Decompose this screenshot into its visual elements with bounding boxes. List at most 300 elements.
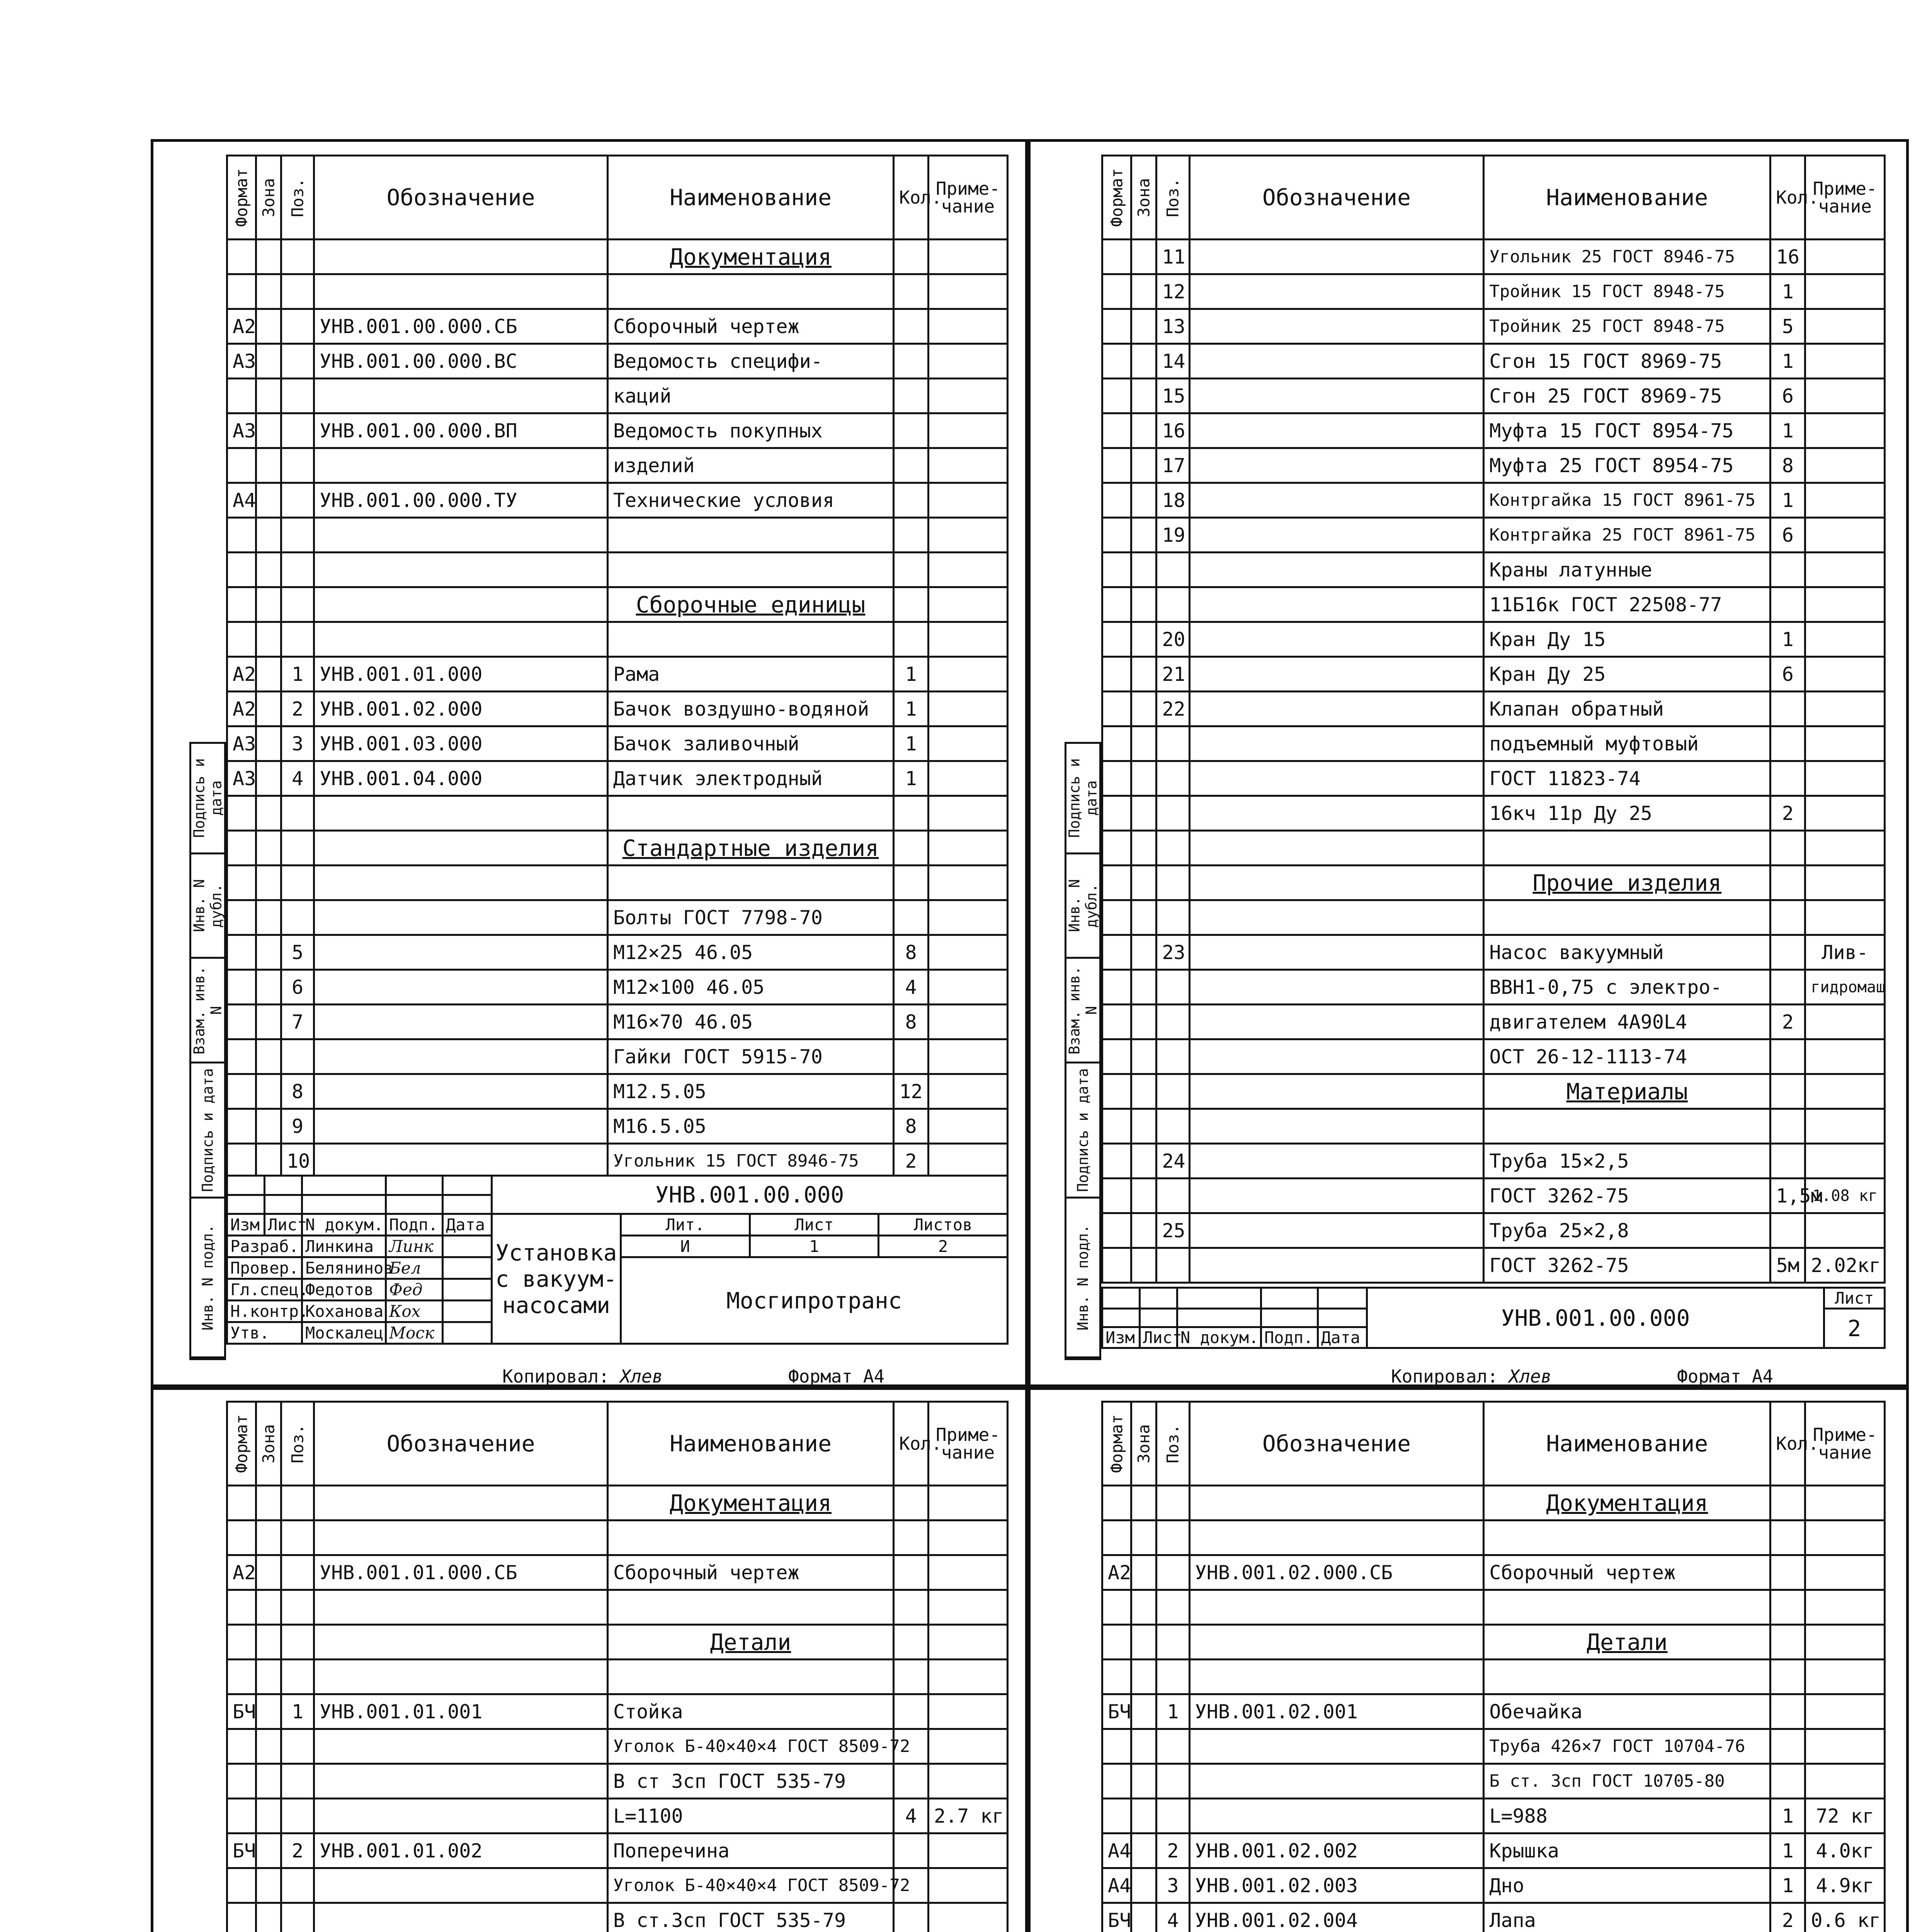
cell-f [1102, 970, 1131, 1005]
cell-n: Сборочные единицы [608, 587, 894, 622]
stamp-list: Лист [265, 1214, 302, 1236]
cell-p: 2 [1156, 1833, 1189, 1868]
cell-f [227, 831, 256, 866]
organization: Мосгипротранс [621, 1257, 1007, 1344]
cell-z [256, 1903, 281, 1932]
signature-4: Кох [386, 1301, 443, 1322]
cell-z [1131, 587, 1156, 622]
cell-n: Труба 25×2,8 [1484, 1213, 1770, 1248]
cell-p [281, 1868, 314, 1903]
cell-z [256, 657, 281, 692]
cell-n: Краны латунные [1484, 553, 1770, 587]
cell-q: 1 [894, 692, 929, 726]
cell-p: 16 [1156, 413, 1189, 448]
cell-n: Гайки ГОСТ 5915-70 [608, 1039, 894, 1074]
cell-q [894, 518, 929, 553]
cell-q: 4 [894, 970, 929, 1005]
table-row [1102, 413, 1885, 448]
cell-d [1189, 344, 1484, 379]
table-row [227, 935, 1008, 970]
cell-r [929, 970, 1008, 1005]
header-note: Приме-чание [1805, 1402, 1885, 1486]
cell-q [894, 448, 929, 483]
table-row [227, 1039, 1008, 1074]
table-row [1102, 761, 1885, 796]
cell-d [314, 1039, 608, 1074]
spec-table-1 [226, 155, 1009, 1179]
cell-r [1805, 448, 1885, 483]
cell-d [314, 1074, 608, 1109]
cell-q [1770, 587, 1805, 622]
table-row [227, 274, 1008, 309]
cell-p [1156, 866, 1189, 900]
cell-z [1131, 1520, 1156, 1555]
cell-q [894, 1590, 929, 1625]
cell-f: А3 [227, 761, 256, 796]
cell-q [1770, 1660, 1805, 1694]
cell-p [281, 1590, 314, 1625]
cell-f: А2 [1102, 1555, 1131, 1590]
cell-d [1189, 518, 1484, 553]
cell-n: Сборочный чертеж [608, 1555, 894, 1590]
cell-r [1805, 587, 1885, 622]
table-row [1102, 1213, 1885, 1248]
cell-n: Сгон 25 ГОСТ 8969-75 [1484, 379, 1770, 413]
cell-z [1131, 970, 1156, 1005]
cell-d [1189, 587, 1484, 622]
cell-n [608, 622, 894, 657]
cell-f [1102, 1520, 1131, 1555]
cell-p [1156, 1555, 1189, 1590]
cell-q [1770, 866, 1805, 900]
cell-p [1156, 761, 1189, 796]
cell-d [1189, 1590, 1484, 1625]
cell-d [314, 831, 608, 866]
cell-z [1131, 1903, 1156, 1932]
cell-z [1131, 448, 1156, 483]
cell-z [1131, 796, 1156, 831]
cell-f [1102, 900, 1131, 935]
table-row [1102, 692, 1885, 726]
cell-f [1102, 831, 1131, 866]
cell-f [227, 1625, 256, 1660]
cell-q [894, 831, 929, 866]
cell-q [894, 1660, 929, 1694]
cell-f: БЧ [1102, 1694, 1131, 1729]
cell-z [256, 1660, 281, 1694]
cell-r [929, 900, 1008, 935]
cell-z [1131, 761, 1156, 796]
cell-z [256, 413, 281, 448]
cell-r [1805, 1109, 1885, 1144]
cell-n: Документация [1484, 1486, 1770, 1520]
table-row [227, 344, 1008, 379]
cell-f [227, 553, 256, 587]
cell-f [1102, 726, 1131, 761]
cell-r [1805, 1590, 1885, 1625]
cell-q [1770, 1486, 1805, 1520]
cell-z [1131, 1486, 1156, 1520]
cell-p [281, 483, 314, 518]
side-strip-1 [189, 742, 226, 1360]
cell-z [256, 866, 281, 900]
cell-p: 25 [1156, 1213, 1189, 1248]
table-row [1102, 240, 1885, 274]
cell-z [1131, 1005, 1156, 1039]
cell-p [281, 1555, 314, 1590]
cell-n: М12×100 46.05 [608, 970, 894, 1005]
cell-p [281, 379, 314, 413]
cell-f [227, 866, 256, 900]
cell-n: Тройник 25 ГОСТ 8948-75 [1484, 309, 1770, 344]
cell-f [1102, 1109, 1131, 1144]
cell-q [1770, 1764, 1805, 1799]
table-row [1102, 1833, 1885, 1868]
stamp-data: Дата [443, 1214, 492, 1236]
cell-n: Поперечина [608, 1833, 894, 1868]
person-nkontr: Коханова [302, 1301, 386, 1322]
cell-d [314, 622, 608, 657]
table-row [1102, 379, 1885, 413]
cell-p: 17 [1156, 448, 1189, 483]
cell-f [1102, 1729, 1131, 1764]
cell-p [281, 1520, 314, 1555]
cell-r [1805, 1625, 1885, 1660]
cell-n: изделий [608, 448, 894, 483]
cell-z [256, 1074, 281, 1109]
cell-q: 6 [1770, 379, 1805, 413]
cell-r [1805, 274, 1885, 309]
cell-z [256, 309, 281, 344]
cell-r: 72 кг [1805, 1799, 1885, 1833]
cell-p: 5 [281, 935, 314, 970]
cell-q [894, 1903, 929, 1932]
cell-p: 15 [1156, 379, 1189, 413]
cell-p [1156, 1005, 1189, 1039]
table-row [227, 1486, 1008, 1520]
cell-q: 8 [1770, 448, 1805, 483]
cell-z [256, 935, 281, 970]
header-pos: Поз. [1156, 156, 1189, 240]
cell-q: 6 [1770, 657, 1805, 692]
cell-q [894, 866, 929, 900]
table-row [1102, 1625, 1885, 1660]
stamp-ndok: N докум. [302, 1214, 386, 1236]
cell-n: М12×25 46.05 [608, 935, 894, 970]
cell-r [929, 657, 1008, 692]
cell-n: Материалы [1484, 1074, 1770, 1109]
cell-q [894, 553, 929, 587]
cell-n: Стандартные изделия [608, 831, 894, 866]
cell-n: Муфта 25 ГОСТ 8954-75 [1484, 448, 1770, 483]
header-note: Приме-чание [929, 1402, 1008, 1486]
cell-d: УНВ.001.00.000.ВП [314, 413, 608, 448]
table-row [227, 1694, 1008, 1729]
cell-p [281, 1625, 314, 1660]
cell-q [894, 1833, 929, 1868]
cell-q: 1 [1770, 413, 1805, 448]
cell-p: 9 [281, 1109, 314, 1144]
side-label: Подпись и дата [191, 744, 224, 854]
cell-z [1131, 1660, 1156, 1694]
cell-z [1131, 866, 1156, 900]
cell-p [1156, 1660, 1189, 1694]
header-note: Приме-чание [1805, 156, 1885, 240]
cell-p [1156, 1486, 1189, 1520]
cell-n [1484, 1520, 1770, 1555]
table-row [1102, 1144, 1885, 1179]
cell-r: Лив- [1805, 935, 1885, 970]
cell-z [1131, 1764, 1156, 1799]
cell-p [281, 587, 314, 622]
cell-f [1102, 1144, 1131, 1179]
cell-z [256, 796, 281, 831]
cell-n: двигателем 4А90L4 [1484, 1005, 1770, 1039]
table-row [227, 1903, 1008, 1932]
cell-p: 7 [281, 1005, 314, 1039]
cell-d [314, 796, 608, 831]
cell-r: 4.9кг [1805, 1868, 1885, 1903]
cell-p [1156, 1625, 1189, 1660]
cell-r [929, 831, 1008, 866]
cell-p: 3 [281, 726, 314, 761]
table-row [227, 1005, 1008, 1039]
stamp-nkontr: Н.контр. [227, 1301, 302, 1322]
cell-f: А2 [227, 692, 256, 726]
cell-p [1156, 900, 1189, 935]
cell-d [1189, 309, 1484, 344]
cell-d [1189, 1486, 1484, 1520]
cell-r [1805, 309, 1885, 344]
header-name: Наименование [1484, 1402, 1770, 1486]
cell-d [1189, 761, 1484, 796]
cell-d: УНВ.001.01.000.СБ [314, 1555, 608, 1590]
header-designation: Обозначение [314, 1402, 608, 1486]
side-label: Подпись и дата [1066, 1063, 1099, 1199]
table-row [1102, 1660, 1885, 1694]
cell-f [1102, 344, 1131, 379]
cell-p [1156, 1074, 1189, 1109]
cell-d [1189, 1764, 1484, 1799]
cell-d [314, 935, 608, 970]
side-label: Инв. N подл. [1066, 1199, 1099, 1358]
table-row [227, 761, 1008, 796]
table-row [227, 866, 1008, 900]
table-row [227, 587, 1008, 622]
cell-p: 14 [1156, 344, 1189, 379]
cell-p: 8 [281, 1074, 314, 1109]
cell-r [929, 692, 1008, 726]
cell-r: 2.02кг [1805, 1248, 1885, 1283]
header-row [227, 156, 1008, 240]
cell-d [1189, 274, 1484, 309]
cell-d [314, 1903, 608, 1932]
cell-r: 4.0кг [1805, 1833, 1885, 1868]
cell-f [227, 1109, 256, 1144]
table-row [1102, 831, 1885, 866]
cell-z [256, 1868, 281, 1903]
cell-r [1805, 1764, 1885, 1799]
table-row [227, 726, 1008, 761]
cell-r [1805, 657, 1885, 692]
table-row [227, 309, 1008, 344]
cell-r [929, 344, 1008, 379]
cell-d [314, 970, 608, 1005]
cell-p [281, 1729, 314, 1764]
cell-f [1102, 1660, 1131, 1694]
cell-n: Труба 426×7 ГОСТ 10704-76 [1484, 1729, 1770, 1764]
cell-r [1805, 761, 1885, 796]
cell-p: 4 [1156, 1903, 1189, 1932]
cell-f [227, 1144, 256, 1179]
cell-d [1189, 1520, 1484, 1555]
cell-d [1189, 448, 1484, 483]
side-label: Инв. N дубл. [191, 854, 224, 959]
cell-q: 1 [894, 657, 929, 692]
table-row [1102, 1520, 1885, 1555]
header-name: Наименование [1484, 156, 1770, 240]
cell-z [1131, 831, 1156, 866]
header-zone: Зона [256, 1402, 281, 1486]
cell-p [1156, 1039, 1189, 1074]
cell-n: Детали [608, 1625, 894, 1660]
cell-z [1131, 309, 1156, 344]
cell-n: подъемный муфтовый [1484, 726, 1770, 761]
header-qty: Кол. [1770, 1402, 1805, 1486]
cell-f [227, 1520, 256, 1555]
cell-p: 1 [281, 657, 314, 692]
cell-f [1102, 1590, 1131, 1625]
cell-r [929, 1520, 1008, 1555]
cell-p [1156, 553, 1189, 587]
cell-p [1156, 726, 1189, 761]
cell-q: 12 [894, 1074, 929, 1109]
cell-n: Насос вакуумный [1484, 935, 1770, 970]
cell-n: ГОСТ 3262-75 [1484, 1248, 1770, 1283]
title-block-2 [1101, 1287, 1886, 1349]
table-row [1102, 1590, 1885, 1625]
table-row [1102, 796, 1885, 831]
cell-q [1770, 553, 1805, 587]
header-zone: Зона [1131, 156, 1156, 240]
cell-f: А2 [227, 1555, 256, 1590]
stamp-razrab: Разраб. [227, 1236, 302, 1257]
cell-f [1102, 1486, 1131, 1520]
table-row [1102, 900, 1885, 935]
cell-d [314, 240, 608, 274]
cell-p [281, 831, 314, 866]
cell-q [894, 413, 929, 448]
title-block-2-code: УНВ.001.00.000 [1367, 1288, 1824, 1348]
cell-f [227, 1005, 256, 1039]
cell-n: В ст 3сп ГОСТ 535-79 [608, 1764, 894, 1799]
cell-q [1770, 761, 1805, 796]
table-row [1102, 1074, 1885, 1109]
table-row [1102, 1903, 1885, 1932]
cell-z [256, 344, 281, 379]
cell-p: 4 [281, 761, 314, 796]
cell-p [281, 866, 314, 900]
cell-d [314, 1005, 608, 1039]
cell-z [1131, 344, 1156, 379]
table-row [1102, 1039, 1885, 1074]
table-row [1102, 518, 1885, 553]
cell-n: Болты ГОСТ 7798-70 [608, 900, 894, 935]
cell-f [227, 1590, 256, 1625]
cell-d [314, 1486, 608, 1520]
cell-z [1131, 379, 1156, 413]
cell-p [281, 448, 314, 483]
cell-f [227, 1729, 256, 1764]
side-label: Инв. N дубл. [1066, 854, 1099, 959]
cell-q [894, 1625, 929, 1660]
cell-n: Документация [608, 1486, 894, 1520]
cell-f: А3 [227, 344, 256, 379]
cell-n [1484, 1590, 1770, 1625]
cell-n: Уголок Б-40×40×4 ГОСТ 8509-72 [608, 1729, 894, 1764]
cell-d: УНВ.001.02.000.СБ [1189, 1555, 1484, 1590]
cell-p [281, 240, 314, 274]
cell-q [894, 1486, 929, 1520]
header-designation: Обозначение [1189, 1402, 1484, 1486]
cell-d [1189, 622, 1484, 657]
cell-r [1805, 866, 1885, 900]
cell-r [929, 448, 1008, 483]
title-block-1 [226, 1175, 1009, 1345]
cell-q: 1 [1770, 344, 1805, 379]
cell-q: 1 [1770, 274, 1805, 309]
cell-p: 24 [1156, 1144, 1189, 1179]
cell-f [1102, 309, 1131, 344]
cell-r [1805, 483, 1885, 518]
header-qty: Кол. [1770, 156, 1805, 240]
cell-q [1770, 1555, 1805, 1590]
cell-z [256, 1729, 281, 1764]
cell-r [1805, 1074, 1885, 1109]
table-row [227, 240, 1008, 274]
cell-q [1770, 1213, 1805, 1248]
cell-q [894, 309, 929, 344]
table-row [1102, 448, 1885, 483]
cell-z [256, 1486, 281, 1520]
header-pos: Поз. [281, 1402, 314, 1486]
cell-p [281, 413, 314, 448]
cell-f [227, 1074, 256, 1109]
cell-z [1131, 1144, 1156, 1179]
cell-d: УНВ.001.01.001 [314, 1694, 608, 1729]
table-row [227, 1660, 1008, 1694]
cell-f [227, 1039, 256, 1074]
cell-n: Ведомость специфи- [608, 344, 894, 379]
footer-format-2: Формат А4 [1677, 1366, 1774, 1387]
header-format: Формат [227, 156, 256, 240]
cell-d [314, 274, 608, 309]
cell-f [1102, 866, 1131, 900]
cell-n: Стойка [608, 1694, 894, 1729]
cell-r [929, 587, 1008, 622]
cell-d [1189, 1660, 1484, 1694]
cell-q: 2 [1770, 1903, 1805, 1932]
cell-p [281, 553, 314, 587]
lit-label: Лит. [621, 1214, 750, 1236]
cell-n: Рама [608, 657, 894, 692]
cell-q: 5м [1770, 1248, 1805, 1283]
footer-copied-1: Копировал: Хлев [502, 1366, 663, 1387]
cell-n [608, 866, 894, 900]
cell-r [929, 240, 1008, 274]
cell-p [281, 1486, 314, 1520]
cell-f [1102, 274, 1131, 309]
